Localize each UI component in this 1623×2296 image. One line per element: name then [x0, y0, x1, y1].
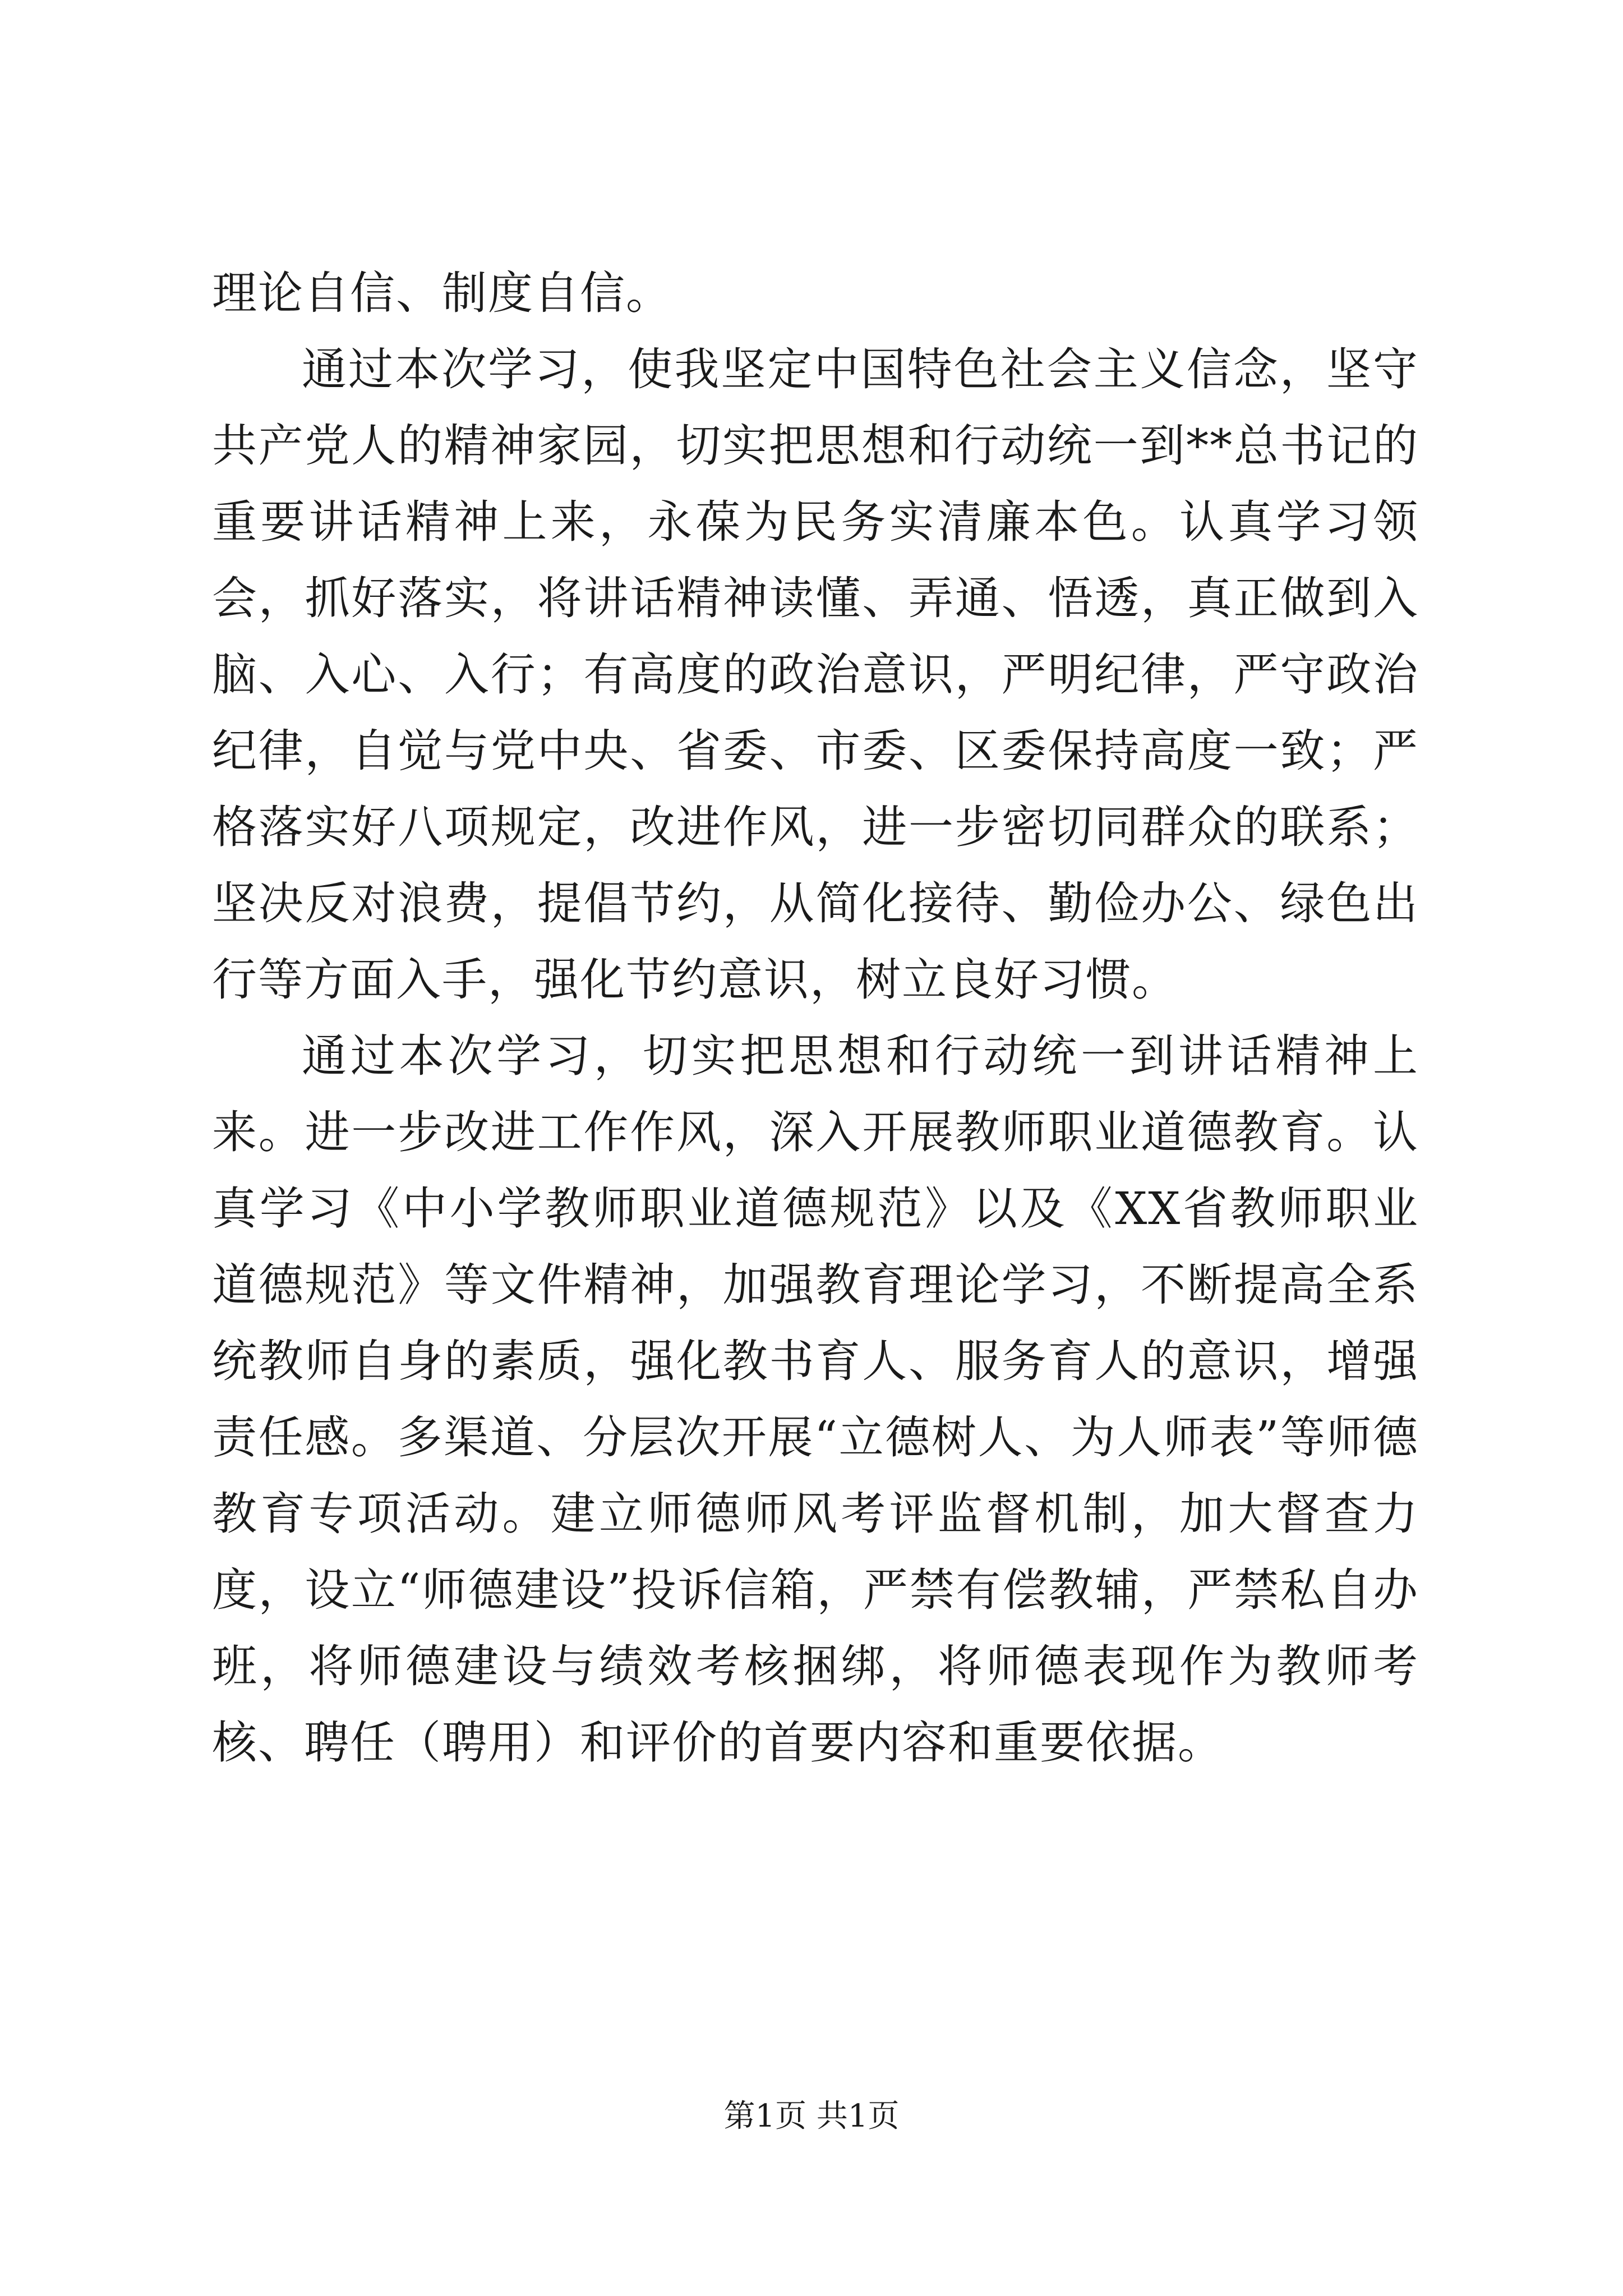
paragraph-3: 通过本次学习，切实把思想和行动统一到讲话精神上来。进一步改进工作作风，深入开展教师职业道德教育。认真学习《中小学教师职业道德规范》以及《XX省教师职业道德规范》等文件精神，加强教育理论学习，不断提高全系统教师自身的素质，强化教书育人、服务育人的意识，增强责任感。多渠道、分层次开展“立德树人、为人师表”等师德教育专项活动。建立师德师风考评监督机制，加大督查力度，设立“师德建设”投诉信箱，严禁有偿教辅，严禁私自办班，将师德建设与绩效考核捆绑，将师德表现作为教师考核、聘任（聘用）和评价的首要内容和重要依据。: [212, 1030, 1419, 1769]
paragraph-1: 理论自信、制度自信。: [212, 267, 672, 319]
paragraph-2: 通过本次学习，使我坚定中国特色社会主义信念，坚守共产党人的精神家园，切实把思想和行动统一到**总书记的重要讲话精神上来，永葆为民务实清廉本色。认真学习领会，抓好落实，将讲话精神读懂、弄通、悟透，真正做到入脑、入心、入行；有高度的政治意识，严明纪律，严守政治纪律，自觉与党中央、省委、市委、区委保持高度一致；严格落实好八项规定，改进作风，进一步密切同群众的联系；坚决反对浪费，提倡节约，从简化接待、勤俭办公、绿色出行等方面入手，强化节约意识，树立良好习惯。: [212, 343, 1419, 1006]
document-body: [212, 255, 1419, 1781]
page-footer: 第1页 共1页: [723, 2098, 900, 2134]
